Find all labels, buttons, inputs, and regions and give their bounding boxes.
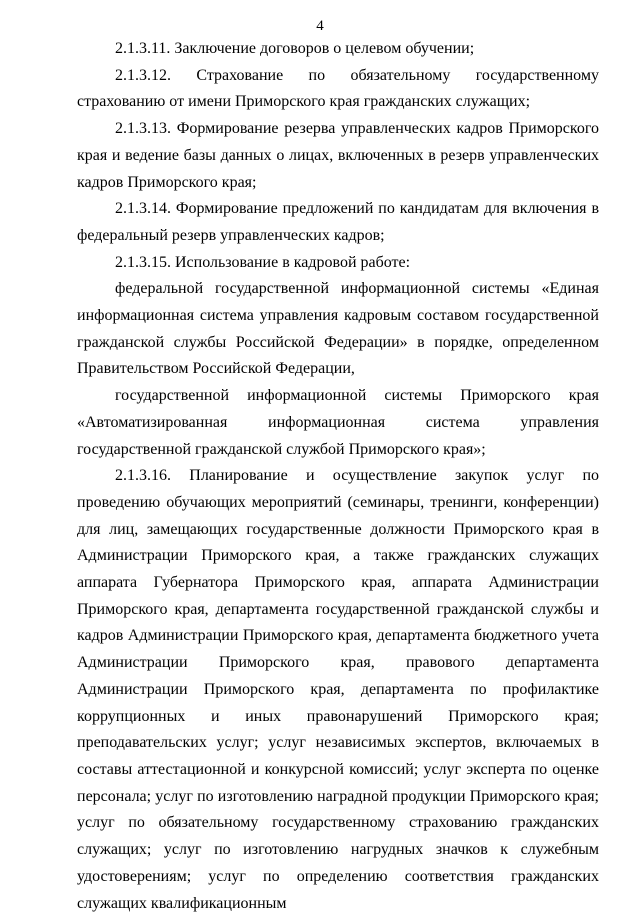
paragraph-regional-system: государственной информационной системы Приморского края «Автоматизированная информационная система управления государственной гражданской службой Приморского края»; — [77, 387, 599, 458]
paragraph-2-1-3-14: 2.1.3.14. Формирование предложений по кандидатам для включения в федеральный резерв управленческих кадров; — [77, 200, 599, 244]
paragraph-federal-system: федеральной государственной информационной системы «Единая информационная система управления кадровым составом государственной гражданской службы Российской Федерации» в порядке, определенном Правительством Российской Федерации, — [77, 280, 599, 378]
paragraph-2-1-3-11: 2.1.3.11. Заключение договоров о целевом обучении; — [115, 40, 475, 57]
paragraph-2-1-3-12: 2.1.3.12. Страхование по обязательному государственному страхованию от имени Приморского края гражданских служащих; — [77, 66, 599, 111]
document-body — [77, 36, 599, 917]
paragraph-2-1-3-16: 2.1.3.16. Планирование и осуществление закупок услуг по проведению обучающих мероприятий (семинары, тренинги, конференции) для лиц, замещающих государственные должности Приморского края в Администрации Приморского края, а также гражданских служащих аппарата Губернатора Приморского края, аппарата Администрации Приморского края, департамента государственной гражданской службы и кадров Администрации Приморского края, департамента бюджетного учета Администрации Приморского края, правового департамента Администрации Приморского края, департамента по профилактике коррупционных и иных правонарушений Приморского края; преподавательских услуг; услуг независимых экспертов, включаемых в составы аттестационной и конкурсной комиссий; услуг эксперта по оценке персонала; услуг по изготовлению наградной продукции Приморского края; услуг по обязательному государственному страхованию гражданских служащих; услуг по изготовлению нагрудных значков к служебным удостоверениям; услуг по определению соответствия гражданских служащих квалификационным — [77, 467, 599, 912]
paragraph-2-1-3-13: 2.1.3.13. Формирование резерва управленческих кадров Приморского края и ведение базы данных о лицах, включенных в резерв управленческих кадров Приморского края; — [77, 120, 599, 191]
page-number: 4 — [316, 18, 324, 34]
paragraph-2-1-3-15: 2.1.3.15. Использование в кадровой работе: — [115, 253, 411, 271]
